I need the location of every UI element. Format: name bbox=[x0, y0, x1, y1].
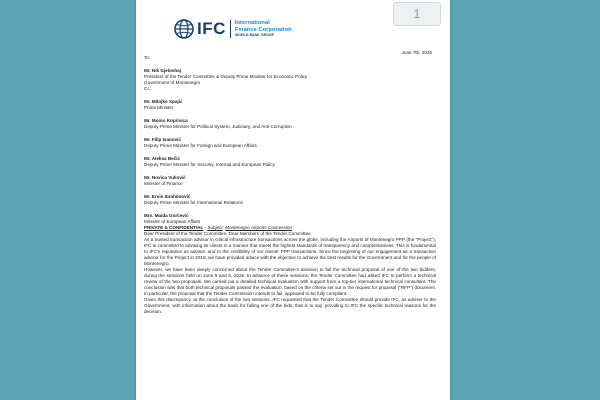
logo-line2: Finance Corporation bbox=[234, 26, 292, 33]
cc-title: Prime Minister bbox=[144, 105, 174, 110]
cc-label: Cc: bbox=[144, 86, 151, 91]
cc-title: Minister of Finance bbox=[144, 181, 183, 186]
letter-date: June 7th, 2025 bbox=[401, 50, 432, 55]
subject-label: PRIVATE & CONFIDENTIAL bbox=[144, 225, 204, 230]
greeting: Dear President of the Tender Committee, Dear Members of the Tender Committee, bbox=[144, 231, 312, 236]
addressee-name: Mr. Nik Gjeloshaj bbox=[144, 68, 182, 73]
logo-line1: International bbox=[234, 20, 270, 26]
paragraph: As a trusted transaction advisor in critical infrastructure transactions across the globe, including the Airports of Montenegro PPP (the "Project"), IFC is committed to advising its clients in a manner that meets the highest standards of transparency and competitiveness. This is fundamental to IFC's reputation as advisor, and to the credibility of our clients' PPP transactions. Since the beginning of our engagement as a transaction advisor for the Project in 2018, we have provided advice with the objective to achieve the best results for the Government and for the people of Montenegro. bbox=[144, 237, 436, 266]
addressee-org: Government of Montenegro bbox=[144, 80, 201, 85]
paragraph: However, we have been deeply concerned about the Tender Committee's decision to fail the technical proposal of one of the two bidders, during the sessions held on June 5 and 6, 2025. In advance of these sessions, the Tender Committee had asked IFC to perform a technical review of the two proposals. We carried out a detailed technical evaluation with support from a top-tier international technical consultant. The conclusion was that both technical proposals passed the evaluation, based on the criteria set out in the request for proposal ("RFP") document. In particular, the proposal that the Tender Commission intends to fail, appeared to be fully compliant. bbox=[144, 267, 436, 296]
cc-title: Deputy Prime Minister for Political System, Judiciary, and Anti-Corruption bbox=[144, 124, 292, 129]
cc-person bbox=[144, 99, 436, 111]
subject-text: Montenegro Airports Concession bbox=[225, 225, 293, 230]
subject-sub: Subject bbox=[207, 225, 223, 230]
cc-title: Deputy Prime Minister for Security, Internal and European Policy bbox=[144, 162, 275, 167]
addressee bbox=[144, 68, 436, 86]
cc-name: Mr. Milojko Spajić bbox=[144, 99, 183, 104]
cc-name: Mr. Aleksa Bečić bbox=[144, 156, 181, 161]
to-label: To: bbox=[144, 55, 151, 60]
globe-icon bbox=[174, 19, 194, 39]
cc-name: Mrs. Maida Gorčević bbox=[144, 213, 189, 218]
addressee-title: President of the Tender Committee & Deputy Prime Minister for Economic Policy bbox=[144, 74, 308, 79]
cc-person bbox=[144, 137, 436, 149]
cc-person bbox=[144, 156, 436, 168]
paragraph: Given this discrepancy, at the conclusion of the two sessions, IFC requested that the Tender Committee should provide IFC, as adviser to the Government, with information about the basis for failing one of the bids, that is to say, providing to IFC the specific technical reasons for the decision. bbox=[144, 297, 436, 314]
letter-page bbox=[136, 0, 450, 400]
subject-sep: - bbox=[203, 225, 208, 230]
logo-group: WORLD BANK GROUP bbox=[234, 33, 275, 37]
letter-body bbox=[144, 55, 436, 315]
cc-title: Minister of European Affairs bbox=[144, 219, 201, 224]
cc-title: Deputy Prime Minister for International Relations bbox=[144, 200, 243, 205]
cc-name: Mr. Filip Ivanović bbox=[144, 137, 182, 142]
cc-name: Mr. Momo Koprivica bbox=[144, 118, 188, 123]
cc-title: Deputy Prime Minister for Foreign and European Affairs bbox=[144, 143, 257, 148]
logo-ifc-text: IFC bbox=[197, 19, 226, 38]
cc-name: Mr. Novica Vuković bbox=[144, 175, 186, 180]
cc-name: Mr. Ervin Ibrahimović bbox=[144, 194, 191, 199]
cc-person bbox=[144, 213, 436, 225]
cc-person bbox=[144, 175, 436, 187]
page-number-badge: 1 bbox=[393, 2, 441, 26]
cc-person bbox=[144, 118, 436, 130]
subject-colon: : bbox=[222, 225, 226, 230]
ifc-logo bbox=[174, 18, 292, 40]
logo-wordmark bbox=[235, 20, 292, 38]
logo-divider bbox=[230, 20, 231, 38]
cc-person bbox=[144, 194, 436, 206]
